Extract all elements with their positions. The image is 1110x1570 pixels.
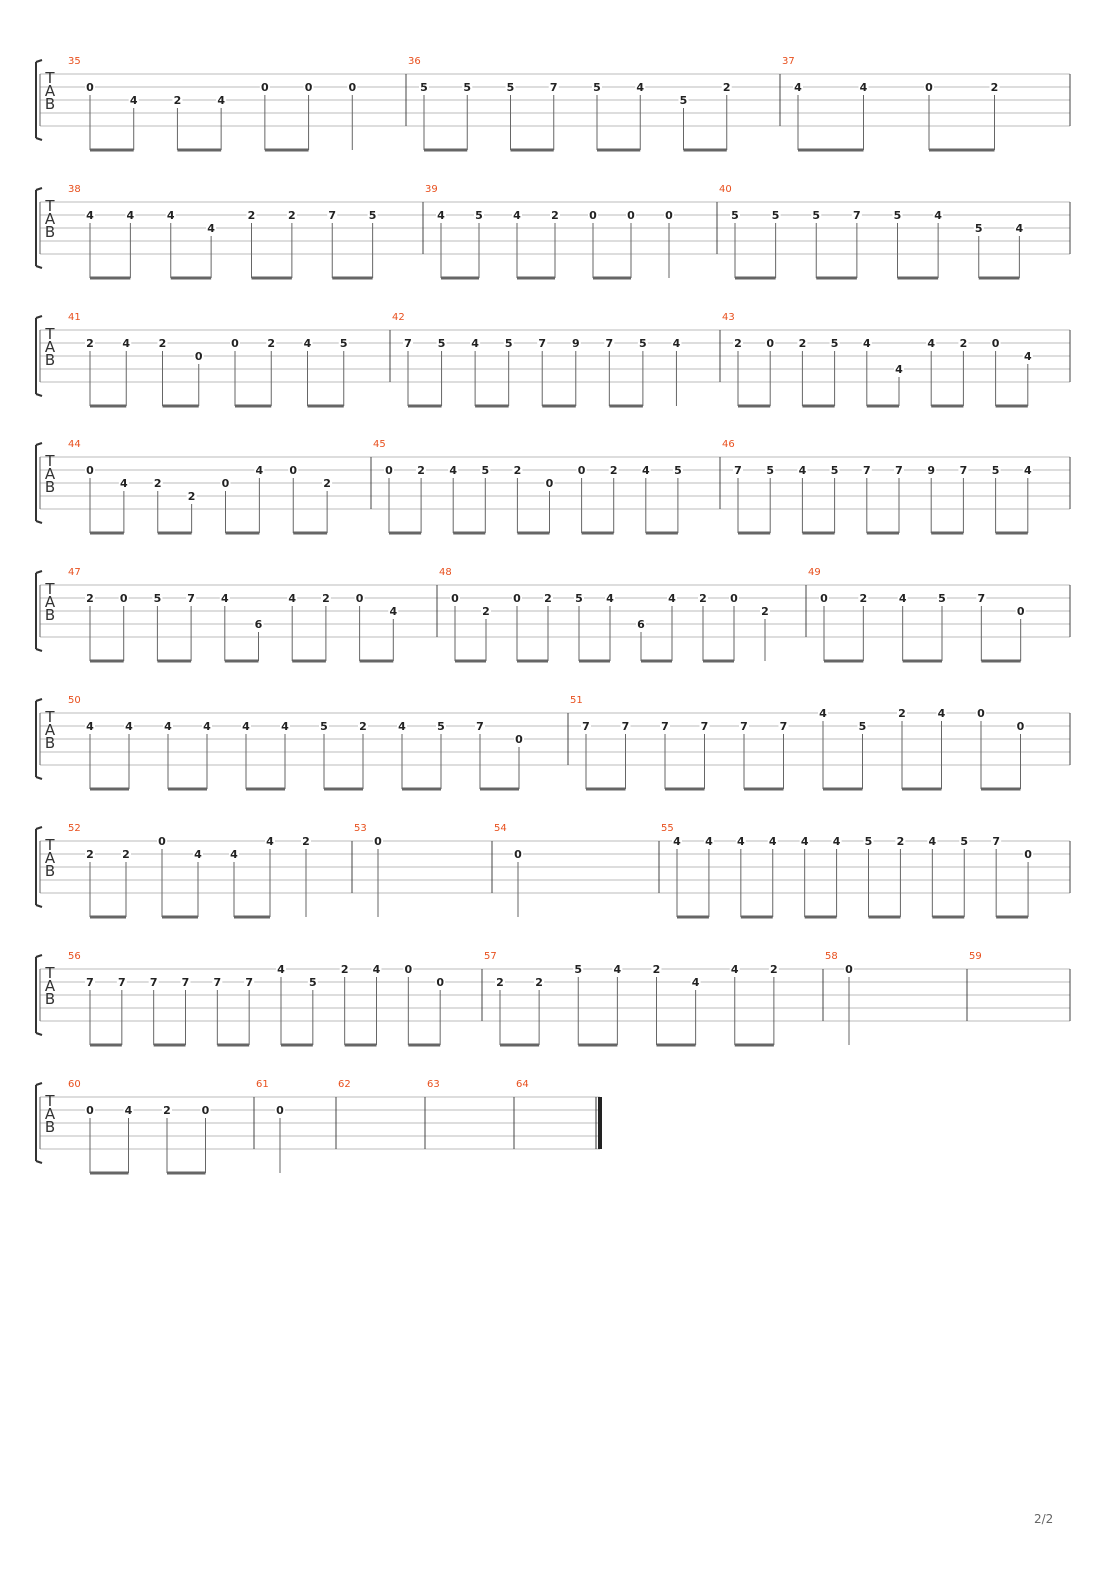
fret-number: 4 — [471, 337, 479, 350]
fret-number: 2 — [86, 337, 94, 350]
fret-number: 7 — [621, 720, 630, 733]
measure-number: 63 — [427, 1079, 440, 1090]
fret-number: 4 — [230, 848, 238, 861]
fret-number: 0 — [119, 592, 128, 605]
fret-number: 5 — [593, 81, 601, 94]
fret-number: 5 — [674, 464, 682, 477]
fret-number: 2 — [859, 592, 868, 605]
fret-number: 5 — [766, 464, 775, 477]
fret-number: 2 — [158, 337, 167, 350]
fret-number: 7 — [181, 976, 190, 989]
fret-number: 5 — [771, 209, 780, 222]
fret-number: 0 — [991, 337, 1000, 350]
fret-number: 4 — [86, 209, 94, 222]
fret-number: 2 — [417, 464, 425, 477]
measure-number: 53 — [354, 823, 367, 834]
fret-number: 0 — [374, 835, 382, 848]
tab-system — [36, 951, 1070, 1045]
tab-system — [36, 1079, 600, 1173]
measure-number: 57 — [484, 951, 497, 962]
fret-number: 2 — [173, 94, 182, 107]
fret-number: 4 — [398, 720, 406, 733]
fret-number: 2 — [990, 81, 999, 94]
fret-number: 2 — [734, 337, 742, 350]
tab-clef-letter: A — [44, 593, 56, 611]
fret-number: 7 — [734, 464, 742, 477]
tab-system — [36, 184, 1070, 278]
fret-number: 5 — [731, 209, 739, 222]
fret-number: 0 — [513, 592, 521, 605]
fret-number: 4 — [668, 592, 676, 605]
fret-number: 5 — [309, 976, 317, 989]
fret-number: 5 — [960, 835, 969, 848]
fret-number: 7 — [959, 464, 968, 477]
fret-number: 5 — [153, 592, 162, 605]
fret-number: 4 — [389, 605, 398, 618]
fret-number: 4 — [898, 592, 907, 605]
tab-clef-letter: T — [45, 964, 55, 982]
fret-number: 0 — [231, 337, 239, 350]
fret-number: 0 — [86, 1104, 94, 1117]
fret-number: 5 — [420, 81, 428, 94]
fret-number: 7 — [213, 976, 222, 989]
fret-number: 4 — [281, 720, 289, 733]
measure-number: 45 — [373, 439, 386, 450]
fret-number: 7 — [605, 337, 614, 350]
fret-number: 5 — [463, 81, 472, 94]
measure-number: 61 — [256, 1079, 269, 1090]
fret-number: 7 — [149, 976, 158, 989]
fret-number: 0 — [304, 81, 313, 94]
fret-number: 4 — [737, 835, 745, 848]
tab-clef-letter: A — [44, 82, 56, 100]
fret-number: 4 — [832, 835, 841, 848]
fret-number: 2 — [163, 1104, 171, 1117]
fret-number: 7 — [700, 720, 709, 733]
page-number: 2/2 — [1034, 1512, 1054, 1526]
tab-clef-letter: A — [44, 977, 56, 995]
fret-number: 2 — [761, 605, 769, 618]
tab-clef-letter: A — [44, 849, 56, 867]
fret-number: 7 — [538, 337, 547, 350]
fret-number: 4 — [819, 707, 827, 720]
fret-number: 4 — [768, 835, 777, 848]
measure-number: 43 — [722, 312, 735, 323]
fret-number: 7 — [328, 209, 337, 222]
fret-number: 2 — [609, 464, 618, 477]
fret-number: 0 — [820, 592, 828, 605]
fret-number: 0 — [261, 81, 269, 94]
fret-number: 5 — [974, 222, 983, 235]
tab-clef-letter: B — [44, 1118, 56, 1136]
fret-number: 5 — [368, 209, 377, 222]
fret-number: 4 — [126, 209, 135, 222]
fret-number: 5 — [858, 720, 867, 733]
fret-number: 4 — [937, 707, 946, 720]
fret-number: 4 — [166, 209, 175, 222]
fret-number: 5 — [574, 963, 583, 976]
fret-number: 0 — [436, 976, 444, 989]
fret-number: 2 — [86, 848, 94, 861]
measure-number: 60 — [68, 1079, 81, 1090]
fret-number: 0 — [1024, 848, 1032, 861]
fret-number: 5 — [991, 464, 1000, 477]
fret-number: 4 — [129, 94, 138, 107]
tab-clef-letter: B — [44, 734, 56, 752]
fret-number: 2 — [359, 720, 367, 733]
fret-number: 4 — [266, 835, 274, 848]
fret-number: 0 — [201, 1104, 210, 1117]
fret-number: 0 — [665, 209, 673, 222]
measure-number: 44 — [68, 439, 81, 450]
fret-number: 7 — [86, 976, 94, 989]
fret-number: 6 — [637, 618, 645, 631]
fret-number: 2 — [544, 592, 552, 605]
fret-number: 4 — [437, 209, 445, 222]
fret-number: 5 — [506, 81, 515, 94]
fret-number: 4 — [372, 963, 381, 976]
fret-number: 4 — [277, 963, 285, 976]
measure-number: 56 — [68, 951, 81, 962]
fret-number: 4 — [449, 464, 458, 477]
tab-clef-letter: T — [45, 836, 55, 854]
fret-number: 4 — [934, 209, 942, 222]
fret-number: 4 — [691, 976, 700, 989]
tab-system — [36, 567, 1070, 661]
fret-number: 4 — [203, 720, 211, 733]
fret-number: 0 — [545, 477, 554, 490]
fret-number: 4 — [124, 1104, 133, 1117]
tab-clef-letter: A — [44, 210, 56, 228]
fret-number: 2 — [798, 337, 807, 350]
fret-number: 7 — [895, 464, 903, 477]
fret-number: 5 — [893, 209, 902, 222]
measure-number: 50 — [68, 695, 81, 706]
fret-number: 4 — [673, 835, 681, 848]
fret-number: 5 — [437, 720, 445, 733]
measure-number: 38 — [68, 184, 81, 195]
tab-clef-letter: T — [45, 708, 55, 726]
fret-number: 2 — [770, 963, 778, 976]
fret-number: 7 — [977, 592, 986, 605]
fret-number: 7 — [404, 337, 412, 350]
fret-number: 2 — [288, 209, 296, 222]
fret-number: 4 — [705, 835, 713, 848]
fret-number: 0 — [589, 209, 597, 222]
fret-number: 2 — [247, 209, 256, 222]
fret-number: 2 — [86, 592, 94, 605]
fret-number: 2 — [959, 337, 968, 350]
fret-number: 2 — [896, 835, 905, 848]
measure-number: 64 — [516, 1079, 529, 1090]
fret-number: 9 — [927, 464, 936, 477]
tab-clef-letter: A — [44, 721, 56, 739]
fret-number: 0 — [194, 350, 203, 363]
fret-number: 4 — [288, 592, 297, 605]
tab-clef-letter: B — [44, 478, 56, 496]
measure-number: 42 — [392, 312, 405, 323]
fret-number: 4 — [641, 464, 650, 477]
fret-number: 4 — [242, 720, 250, 733]
fret-number: 0 — [925, 81, 933, 94]
fret-number: 2 — [482, 605, 490, 618]
fret-number: 0 — [289, 464, 298, 477]
fret-number: 7 — [549, 81, 558, 94]
fret-number: 7 — [476, 720, 484, 733]
fret-number: 5 — [481, 464, 490, 477]
fret-number: 0 — [766, 337, 775, 350]
fret-number: 0 — [276, 1104, 284, 1117]
fret-number: 0 — [385, 464, 393, 477]
fret-number: 2 — [322, 592, 330, 605]
fret-number: 4 — [164, 720, 172, 733]
fret-number: 7 — [582, 720, 590, 733]
fret-number: 0 — [1016, 605, 1025, 618]
fret-number: 4 — [125, 720, 133, 733]
fret-number: 2 — [302, 835, 310, 848]
measure-number: 52 — [68, 823, 81, 834]
fret-number: 0 — [845, 963, 853, 976]
fret-number: 2 — [187, 490, 196, 503]
measure-number: 41 — [68, 312, 81, 323]
tab-clef-letter: T — [45, 325, 55, 343]
fret-number: 2 — [267, 337, 276, 350]
tab-clef-letter: T — [45, 69, 55, 87]
fret-number: 2 — [122, 848, 130, 861]
fret-number: 0 — [730, 592, 738, 605]
fret-number: 2 — [340, 963, 349, 976]
fret-number: 4 — [800, 835, 809, 848]
fret-number: 4 — [513, 209, 521, 222]
fret-number: 2 — [551, 209, 559, 222]
fret-number: 4 — [895, 363, 903, 376]
fret-number: 0 — [451, 592, 459, 605]
fret-number: 4 — [120, 477, 128, 490]
fret-number: 0 — [577, 464, 586, 477]
fret-number: 0 — [977, 707, 985, 720]
fret-number: 4 — [194, 848, 202, 861]
fret-number: 5 — [864, 835, 873, 848]
fret-number: 5 — [320, 720, 328, 733]
fret-number: 5 — [437, 337, 446, 350]
tab-system — [36, 56, 1070, 150]
fret-number: 4 — [730, 963, 739, 976]
measure-number: 49 — [808, 567, 821, 578]
fret-number: 0 — [348, 81, 357, 94]
measure-number: 35 — [68, 56, 81, 67]
fret-number: 4 — [255, 464, 264, 477]
measure-number: 47 — [68, 567, 81, 578]
fret-number: 5 — [475, 209, 483, 222]
fret-number: 2 — [535, 976, 543, 989]
fret-number: 4 — [798, 464, 807, 477]
fret-number: 5 — [830, 464, 839, 477]
fret-number: 2 — [652, 963, 661, 976]
tab-system — [36, 439, 1070, 533]
fret-number: 0 — [86, 464, 94, 477]
fret-number: 9 — [571, 337, 580, 350]
fret-number: 0 — [86, 81, 94, 94]
fret-number: 7 — [740, 720, 748, 733]
fret-number: 7 — [245, 976, 253, 989]
tab-clef-letter: T — [45, 197, 55, 215]
measure-number: 37 — [782, 56, 795, 67]
measure-number: 59 — [969, 951, 982, 962]
tab-clef-letter: A — [44, 465, 56, 483]
fret-number: 2 — [496, 976, 504, 989]
fret-number: 4 — [862, 337, 871, 350]
measure-number: 36 — [408, 56, 421, 67]
fret-number: 2 — [513, 464, 522, 477]
fret-number: 7 — [118, 976, 126, 989]
fret-number: 5 — [575, 592, 583, 605]
measure-number: 58 — [825, 951, 838, 962]
fret-number: 5 — [938, 592, 946, 605]
fret-number: 0 — [355, 592, 364, 605]
measure-number: 39 — [425, 184, 438, 195]
fret-number: 4 — [1023, 464, 1032, 477]
fret-number: 4 — [928, 835, 937, 848]
fret-number: 5 — [639, 337, 647, 350]
fret-number: 2 — [722, 81, 731, 94]
fret-number: 4 — [927, 337, 936, 350]
fret-number: 7 — [779, 720, 788, 733]
tab-clef-letter: T — [45, 1092, 55, 1110]
fret-number: 2 — [699, 592, 707, 605]
fret-number: 4 — [1023, 350, 1032, 363]
fret-number: 2 — [898, 707, 906, 720]
fret-number: 7 — [862, 464, 871, 477]
fret-number: 5 — [504, 337, 513, 350]
fret-number: 5 — [812, 209, 821, 222]
fret-number: 0 — [158, 835, 166, 848]
fret-number: 4 — [672, 337, 681, 350]
fret-number: 2 — [323, 477, 331, 490]
fret-number: 7 — [661, 720, 669, 733]
fret-number: 0 — [404, 963, 413, 976]
fret-number: 4 — [636, 81, 645, 94]
tab-clef-letter: B — [44, 990, 56, 1008]
fret-number: 7 — [187, 592, 195, 605]
measure-number: 54 — [494, 823, 507, 834]
fret-number: 5 — [679, 94, 688, 107]
fret-number: 4 — [606, 592, 614, 605]
fret-number: 4 — [86, 720, 94, 733]
fret-number: 4 — [122, 337, 131, 350]
fret-number: 4 — [217, 94, 225, 107]
fret-number: 4 — [613, 963, 622, 976]
fret-number: 7 — [992, 835, 1000, 848]
fret-number: 6 — [254, 618, 263, 631]
tab-system — [36, 312, 1070, 406]
fret-number: 4 — [220, 592, 229, 605]
fret-number: 4 — [207, 222, 215, 235]
fret-number: 4 — [303, 337, 312, 350]
measure-number: 55 — [661, 823, 674, 834]
fret-number: 5 — [339, 337, 348, 350]
fret-number: 0 — [221, 477, 230, 490]
tab-clef-letter: T — [45, 580, 55, 598]
tab-clef-letter: B — [44, 606, 56, 624]
tab-clef-letter: B — [44, 95, 56, 113]
tab-system — [36, 695, 1070, 789]
fret-number: 0 — [627, 209, 635, 222]
fret-number: 4 — [794, 81, 802, 94]
tab-clef-letter: B — [44, 351, 56, 369]
measure-number: 48 — [439, 567, 452, 578]
measure-number: 40 — [719, 184, 732, 195]
tab-clef-letter: A — [44, 338, 56, 356]
fret-number: 5 — [830, 337, 839, 350]
tab-clef-letter: T — [45, 452, 55, 470]
fret-number: 0 — [515, 733, 523, 746]
tab-system — [36, 823, 1070, 917]
measure-number: 62 — [338, 1079, 351, 1090]
fret-number: 0 — [1016, 720, 1025, 733]
tab-clef-letter: B — [44, 862, 56, 880]
measure-number: 51 — [570, 695, 583, 706]
tab-clef-letter: B — [44, 223, 56, 241]
fret-number: 2 — [153, 477, 162, 490]
fret-number: 4 — [1015, 222, 1024, 235]
tab-clef-letter: A — [44, 1105, 56, 1123]
fret-number: 7 — [853, 209, 861, 222]
fret-number: 0 — [514, 848, 522, 861]
fret-number: 4 — [859, 81, 868, 94]
measure-number: 46 — [722, 439, 735, 450]
